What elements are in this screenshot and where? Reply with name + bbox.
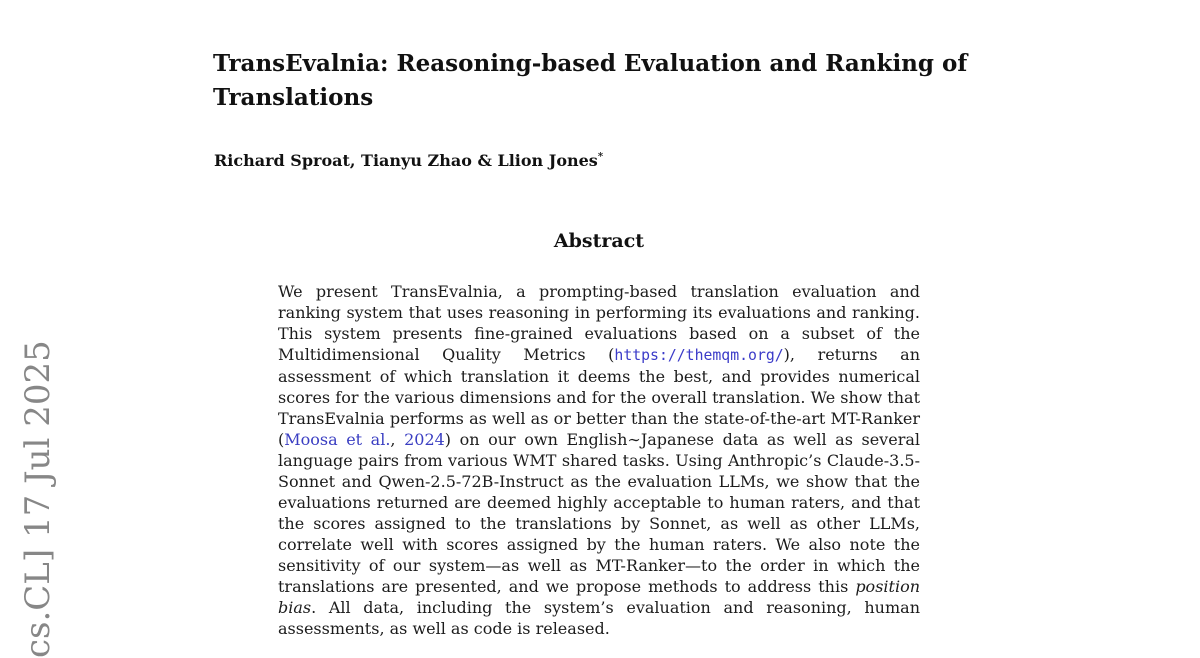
mqm-url-link[interactable]: https://themqm.org/: [614, 347, 784, 364]
citation-moosa-link[interactable]: Moosa et al.: [284, 430, 391, 449]
author-line: [214, 151, 603, 170]
abstract-text-segment: ), returns an assessment of which translation it deems the best, and provides numerical scores for the various dimensions and for the overall translation. We show that TransEvalnia performs as well as or better than the state-of-the-art MT-Ranker (: [278, 345, 920, 449]
paper-title: [213, 47, 967, 115]
position-bias-emphasis: position bias: [278, 577, 920, 617]
paper-title-line1: TransEvalnia: Reasoning-based Evaluation and Ranking of: [213, 50, 968, 77]
paper-title-line2: Translations: [213, 84, 374, 111]
abstract-text-segment: ) on our own English∼Japanese data as well as several language pairs from various WMT shared tasks. Using Anthropic’s Claude-3.5-Sonnet and Qwen-2.5-72B-Instruct as the evaluation LLMs, we show that the evaluations returned are deemed highly acceptable to human raters, and that the scores assigned to the translations by Sonnet, as well as other LLMs, correlate well with scores assigned by the human raters. We also note the sensitivity of our system—as well as MT-Ranker—to the order in which the translations are presented, and we propose methods to address this: [278, 430, 920, 596]
author-names: Richard Sproat, Tianyu Zhao & Llion Jones: [214, 151, 598, 170]
abstract-heading: Abstract: [553, 230, 645, 252]
arxiv-watermark: cs.CL] 17 Jul 2025: [18, 340, 58, 658]
abstract-text-segment: We present TransEvalnia, a prompting-based translation evaluation and ranking system that uses reasoning in performing its evaluations and ranking. This system presents fine-grained evaluations based on a subset of the Multidimensional Quality Metrics (: [278, 282, 920, 364]
author-footnote-asterisk: *: [597, 151, 604, 163]
citation-year-link[interactable]: 2024: [404, 430, 445, 449]
abstract-section: [278, 230, 920, 639]
abstract-paragraph: [278, 281, 920, 639]
abstract-text-segment: ,: [390, 430, 405, 449]
abstract-text-segment: . All data, including the system’s evaluation and reasoning, human assessments, as well as code is released.: [278, 598, 920, 638]
